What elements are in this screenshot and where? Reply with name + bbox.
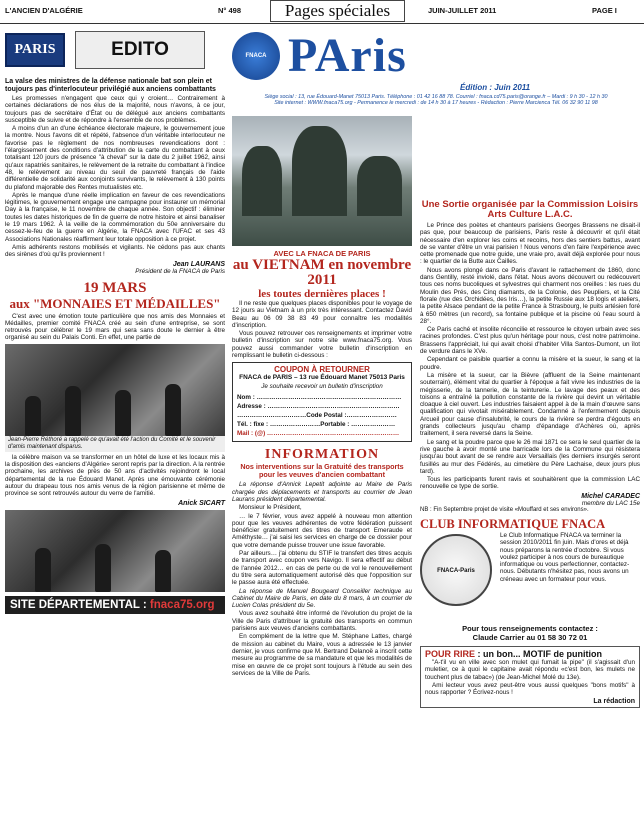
photo-figure — [25, 396, 41, 436]
monnaies-body: la célèbre maison va se transformer en un hôtel de luxe et les locaux mis à la disposition des «anciens d'Algérie» seront repris par la direction. A la rentrée prochaine, les archives de près de 50 ans d'activités rejoindront le local départemental de la rue Édouard Manet. Après une émouvante cérémonie autour du drapeau tous nos amis venus de la région parisienne et même de province se sont retrouvés autour du verre de l'amitié. — [5, 453, 225, 498]
pour-rire-box — [420, 646, 640, 708]
club-informatique-logo: FNACA-Paris — [420, 534, 492, 606]
information-paragraph: La réponse d'Annick Lepetit adjointe au Maire de Paris chargée des déplacements et transports au courrier de Jean Laurans président départemental. — [232, 481, 412, 503]
section-title: Pages spéciales — [270, 0, 405, 22]
paris-logo: PARIS — [5, 33, 65, 67]
coupon-nom-field[interactable]: Nom : …………………………………………………………… — [237, 394, 402, 402]
fnaca-round-logo: FNACA — [232, 32, 280, 80]
sortie-paragraph: Le sang et la poudre parce que le 26 mai 1871 ce sera le seul quartier de la rive gauche à avoir monté une barricade lors de la Commune qui résistera jusqu'au bout avant de se rendre aux Versaillais (les derniers insurgés seront fusillés au mur des Fédérés, au cimetière du Père Lachaise, deux jours plus tard). — [420, 438, 640, 475]
coupon-subtitle: Je souhaite recevoir un bulletin d'inscription — [261, 383, 383, 391]
site-url-link[interactable]: fnaca75.org — [149, 598, 215, 611]
pour-rire-title — [425, 649, 635, 659]
vietnam-title-1: AVEC LA FNACA DE PARIS — [273, 249, 371, 258]
masthead-title — [288, 28, 407, 83]
coupon-adresse-field[interactable]: Adresse : ……………………………………………………… — [237, 403, 400, 411]
edito-title: EDITO — [75, 31, 205, 69]
masthead-title-text: PAris — [288, 29, 407, 82]
edito-lead: La valse des ministres de la défense nationale bat son plein et toujours pas d'interlocuteur privilégié aux anciens combattants — [5, 78, 216, 93]
siege-info — [232, 94, 640, 107]
site-label: SITE DÉPARTEMENTAL : — [10, 598, 150, 611]
sortie-paragraph: Tous les participants furent ravis et souhaitèrent que la commission LAC renouvelle ce type de sortie. — [420, 476, 640, 491]
photo-figure — [95, 544, 111, 592]
club-renseignements: Pour tous renseignements contactez : — [462, 623, 598, 633]
photo-figure — [65, 386, 81, 436]
pour-rire-text-2: Ami lecteur vous avez peut-être vous aussi quelques "bons motifs" à nous rapporter ? Écrivez-nous ! — [425, 681, 635, 697]
coupon-title: COUPON À RETOURNER — [274, 365, 370, 375]
edito-body — [5, 95, 225, 259]
sortie-body — [420, 222, 640, 491]
information-title: INFORMATION — [264, 447, 380, 463]
coupon-mail-field[interactable]: Mail : (@) ……………………………………………………… — [237, 430, 400, 438]
edito-paragraph: Après le manque d'une réelle implication en faveur de ces revendications légitimes, le gouvernement engage une campagne pour instaurer un mémorial Day à la française, le 11 novembre de chaque année. Son objectif : éliminer toutes les dates historiques de fin de guerre de notre histoire et ainsi banaliser le 19 mars 1962. À la veille de la commémoration du 50e anniversaire du cessez-le-feu de la guerre en Algérie, la FNACA avec l'UFAC et ses 43 Associations Nationales réaffirment leur totale opposition à ce projet. — [5, 191, 225, 243]
photo-rock — [242, 146, 282, 216]
vietnam-para-2: Vous pouvez retrouver ces renseignements et imprimer votre bulletin d'inscription sur notre site www.fnaca75.org. Vous pouvez aussi commander votre bulletin d'inscription en remplissant le bulletin ci-dessous : — [232, 330, 412, 360]
club-contact: Claude Carrier au 01 58 30 72 01 — [472, 632, 588, 642]
sortie-signature: Michel CARADEC — [581, 492, 640, 500]
sortie-note: NB : Fin Septembre projet de visite «Mouffard et ses environs». — [420, 506, 589, 513]
publication-name: L'ANCIEN D'ALGÉRIE — [5, 6, 83, 15]
club-section — [420, 532, 640, 624]
right-column — [420, 200, 640, 708]
middle-column — [232, 116, 412, 678]
coupon-tel-field[interactable]: Tél. : fixe : ……………………Portable : ………………… — [237, 421, 396, 429]
monnaies-signature: Anick SICART — [178, 499, 225, 507]
siege-address: Siège social : 13, rue Édouard-Manet 75013 Paris. Téléphone : 01 42 16 88 78. Courriel : fnaca.cd75.paris@orange.fr – Mardi : 9 h 30 - 12 h 30 — [264, 94, 608, 100]
monnaies-photo-caption: Jean-Pierre Réthoré a rappelé ce qu'avait été l'action du Comité et le souvenir d'amis maintenant disparus. — [5, 436, 225, 452]
monnaies-intro: C'est avec une émotion toute particulière que nos amis des Monnaies et Médailles, premier comité FNACA créé au sein d'une entreprise, se sont retrouvés pour célébrer le 19 mars qui sera sans doute le dernier à être organisé au sein du Palais Conti. En effet, une partie de — [5, 312, 225, 342]
vietnam-para-1: Il ne reste que quelques places disponibles pour le voyage de 12 jours au Vietnam à un prix très intéressant. Contactez David Beau au 06 09 38 83 49 pour connaître les modalités d'inscription. — [232, 300, 412, 329]
photo-figure — [35, 548, 51, 592]
edito-paragraph: Amis adhérents restons mobilisés et vigilants. Ne cédons pas aux chants des sirènes d'où qu'ils proviennent ! — [5, 243, 225, 259]
site-departemental-bar — [5, 596, 225, 614]
page-number: PAGE I — [592, 6, 617, 15]
club-text: Le Club Informatique FNACA va terminer la session 2010/2011 fin juin. Mais d'ores et déjà nous préparons la rentrée d'octobre. Si vous voulez participer à nos cours de bureautique informatique ou vous perfectionner, contactez-nous. Débutants n'hésitez pas, nous avons un créneau avec un formateur pour vous. — [500, 531, 630, 583]
photo-rock — [357, 156, 402, 216]
monnaies-photo — [5, 344, 225, 436]
photo-figure — [165, 384, 181, 436]
vietnam-title-3: les toutes dernières places ! — [258, 288, 386, 300]
sortie-signature-role: membre du LAC 15e — [581, 499, 640, 507]
edito-header — [5, 28, 225, 78]
edito-paragraph: Les promesses n'engagent que ceux qui y croient… Contrairement à certaines déclarations de nos élus de la majorité, nous n'avons, à ce jour, toujours pas de secrétaire d'État ou de délégué aux anciens combattants susceptible de suivre et de répondre à l'ensemble de nos problèmes. — [5, 95, 225, 124]
header-rule — [0, 23, 644, 24]
pour-rire-title-rest: : un bon... MOTIF de punition — [475, 648, 602, 659]
club-title: CLUB INFORMATIQUE FNACA — [420, 516, 606, 531]
masthead — [232, 28, 640, 114]
issue-date: JUIN-JUILLET 2011 — [428, 6, 497, 15]
coupon-box — [232, 362, 412, 442]
pour-rire-label: POUR RIRE — [425, 648, 476, 659]
coupon-address: FNACA de PARIS – 13 rue Édouard Manet 75013 Paris — [239, 374, 405, 382]
coupon-code-postal-field[interactable]: ……………………………Code Postal :…………………… — [237, 412, 397, 420]
edito-signature: Jean LAURANS — [172, 260, 225, 268]
siege-site: Site internet : WWW.fnaca75.org - Permanence le mercredi : de 14 h 30 à 17 heures - Rédaction : Pierre Marcienca Tél. 06 32 90 11 98 — [274, 100, 598, 107]
sortie-paragraph: Cependant ce paisible quartier a connu la misère et la sueur, le sang et la poudre. — [420, 356, 640, 371]
information-body — [232, 481, 412, 677]
sortie-paragraph: Le Prince des poètes et chanteurs parisiens Georges Brassens ne disait-il pas que, pour beaucoup de parisiens, Paris reste à découvrir et qu'il était nécessaire d'en explorer les coins et recoins, hors des sentiers battus, avant de se vanter d'être un vrai parisien ! Nous venons d'en faire l'expérience avec cette promenade que notre guide, une vraie pro, avait déjà explorée pour nous : le quartier de la Butte aux Cailles. — [420, 222, 640, 266]
information-paragraph: La réponse de Manuel Bougeard Conseiller technique au Cabinet du Maire de Paris, en date du 8 mars, à un courrier de Lucien Colas président du 5e. — [232, 587, 412, 610]
sortie-paragraph: Nous avons plongé dans ce Paris d'avant le rattachement de 1860, donc dans Gentilly, resté inviolé, dans l'état. Nous avons découvert ou redécouvert tous ces noms bucoliques et sylvestres qui charment nos oreilles : les rues du Moulin des Prés, des Cinq diamants, de la Colonie, des Peupliers, et la Cité florale (rue des Orchidées, des Iris…), la petite Russie aux 18 logis et ateliers, la petite Alsace pendant de la petite France à Strasbourg, le puits artésien foré à 650 mètres (un record), sa fontaine publique et la piscine où l'eau sourd à 28°. — [420, 266, 640, 325]
edito-paragraph: A moins d'un an d'une échéance électorale majeure, le gouvernement joue la montre. Nous l'avons dit et répété, l'absence d'un véritable interlocuteur ne favorise pas le règlement de nos nombreuses revendications dont : l'élargissement des conditions d'attribution de la carte du combattant à ceux totalisant 120 jours de présence "à cheval" sur la date du 2 juillet 1962, ainsi qu'aux rapatriés sanitaires, le relèvement de la retraite du combattant à l'indice 48, le relèvement au niveau du seuil de pauvreté français de l'aide différentielle de solidarité aux conjoints survivants, le relèvement à 130 points du plafond majorable des Rentes mutualistes etc. — [5, 125, 225, 191]
edito-signature-role: Président de la FNACA de Paris — [135, 267, 225, 275]
information-paragraph: … le 7 février, vous avez appelé à nouveau mon attention pour que les veuves adhérentes de votre fédération puissent bénéficier gratuitement des titres de transport Emeraude et Améthyste… j'ai saisi les services en charge de ce dossier pour que votre demande puisse trouver une issue favorable. — [232, 512, 412, 549]
vietnam-photo — [232, 116, 412, 246]
photo-figure — [115, 390, 131, 436]
information-paragraph: Par ailleurs… j'ai obtenu du STIF le transfert des titres acquis de transport avec coupon vers Navigo. Il sera effectif au début de l'année 2012… en cas de perte ou de vol le renouvellement du titre sera automatiquement autorisé dès que l'opposition sur le passe aura été effectuée. — [232, 550, 412, 587]
monnaies-title-2: aux "MONNAIES ET MÉDAILLES" — [9, 295, 221, 311]
information-paragraph: En complément de la lettre que M. Stéphane Lattes, chargé de mission au cabinet du Maire, vous a adressée le 13 janvier dernier, je vous confirme que M. Bertrand Delanoë a inscrit cette mesure au programme de sa mandature et que les modalités de mise en œuvre de ce projet sont toujours à l'étude au sein des services de la Ville de Paris. — [232, 633, 412, 677]
sortie-paragraph: Ce Paris caché et insolite réconcilie et ressource le citoyen urbain avec ses racines profondes. C'est plus qu'un héritage pour nous, c'est notre patrimoine. Brassens l'appréciait, lui qui avait choisi d'habiter Villa Santos-Dumont, un îlot de verdure dans le XVe. — [420, 326, 640, 356]
monnaies-photo-2 — [5, 510, 225, 592]
information-paragraph: Vous avez souhaité être informé de l'évolution du projet de la Ville de Paris d'attribuer la gratuité des transports en commun parisiens aux veuves d'anciens combattants. — [232, 610, 412, 633]
photo-figure — [155, 550, 171, 592]
sortie-title: Une Sortie organisée par la Commission Loisirs Arts Culture L.A.C. — [421, 199, 639, 220]
pour-rire-text: "A-t'il vu en ville avec son mulet qui fumait la pipe" (il s'agissait d'un muletier, ce à quoi le capitaine avait répondu «c'est bon, les mulets ne touchent plus de tabac») (de Jean-Michel Molé du 13e). — [425, 658, 635, 681]
sortie-paragraph: La misère et la sueur, car la Bièvre (affluent de la Seine maintenant souterrain), élément vital du quartier à l'époque a fait vivre les industries de la mégisserie, de la tannerie, de la teinturerie. Le lavage des peaux et des toisons a entraîné la pollution constante de la rivière qui devint un véritable cloaque à ciel ouvert. Les industries faisaient appel à de la main d'œuvre sans qualification qui vivotait misérablement. Condamné à l'enfermement depuis Arcueil pour cause d'insalubrité, le cours de la rivière se perdra d'égouts en grands collecteurs jusqu'au champ d'épandage d'Achères où, après traitement, il sera reversé dans la Seine. — [420, 371, 640, 438]
vietnam-title-2: au VIETNAM en novembre 2011 — [232, 257, 412, 288]
page-header — [0, 0, 644, 24]
left-column — [5, 28, 225, 614]
monnaies-title-1: 19 MARS — [83, 279, 147, 296]
information-subtitle: Nos interventions sur la Gratuité des transports pour les veuves d'ancien combattant — [240, 462, 404, 480]
issue-number: N° 498 — [218, 6, 242, 15]
pour-rire-sign: La rédaction — [593, 698, 635, 706]
information-paragraph: Monsieur le Président, — [239, 504, 302, 512]
edition-date: Édition : Juin 2011 — [460, 83, 531, 92]
photo-rock — [292, 126, 347, 216]
